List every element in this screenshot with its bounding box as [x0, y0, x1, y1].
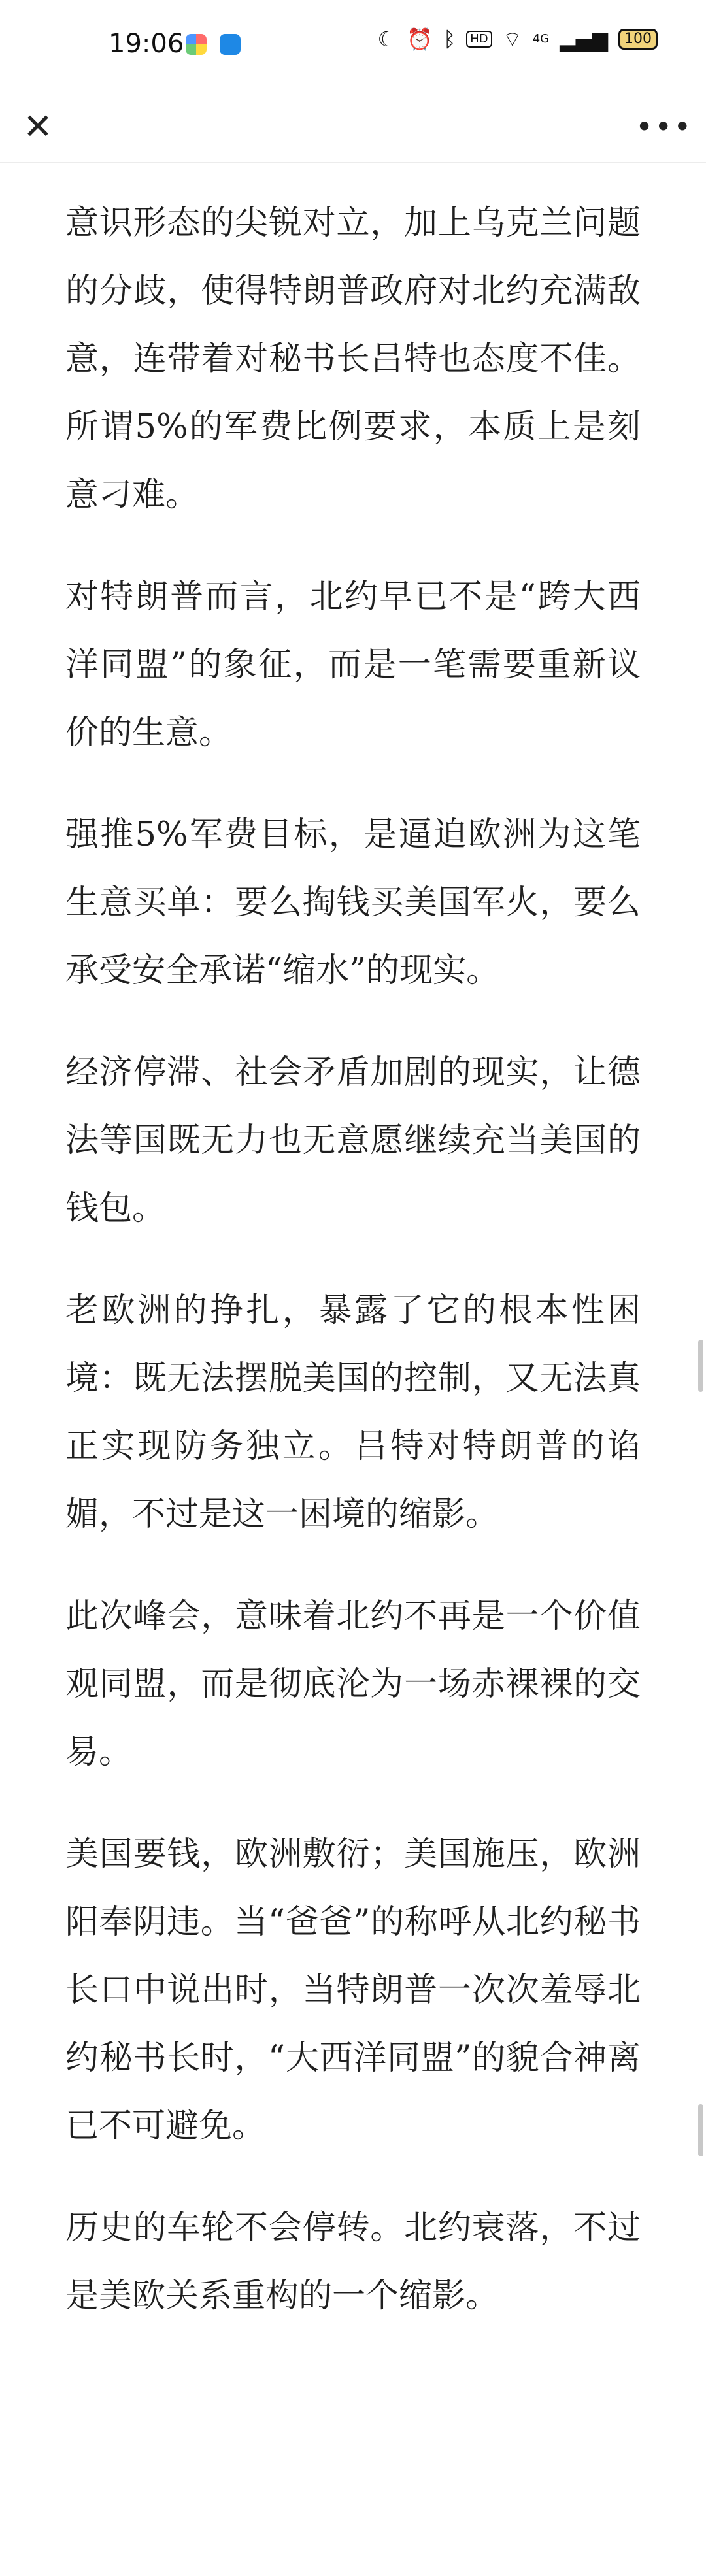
network-type: 4G: [532, 32, 550, 46]
hd-icon: HD: [466, 31, 492, 48]
signal-icon: ▂▄▆: [560, 27, 608, 52]
alarm-icon: ⏰: [407, 27, 433, 52]
moon-icon: ☾: [377, 27, 397, 52]
scrollbar-thumb[interactable]: [698, 1340, 703, 1392]
bluetooth-icon: ᛒ: [443, 27, 456, 52]
article-paragraph: 历史的车轮不会停转。北约衰落，不过是美欧关系重构的一个缩影。: [65, 2209, 641, 2315]
more-options-button[interactable]: •••: [635, 106, 682, 148]
wifi-icon: ⌔: [502, 27, 522, 52]
status-time: 19:06: [109, 29, 184, 59]
article-paragraph: 老欧洲的挣扎，暴露了它的根本性困境：既无法摆脱美国的控制，又无法真正实现防务独立。吕特对特朗普的谄媚，不过是这一困境的缩影。: [65, 1291, 641, 1534]
status-bar: [0, 0, 706, 91]
article-paragraph: 对特朗普而言，北约早已不是“跨大西洋同盟”的象征，而是一笔需要重新议价的生意。: [65, 578, 641, 752]
article-paragraph: 意识形态的尖锐对立，加上乌克兰问题的分歧，使得特朗普政府对北约充满敌意，连带着对秘书长吕特也态度不佳。所谓5%的军费比例要求，本质上是刻意刁难。: [65, 204, 641, 514]
nav-bar: [0, 91, 706, 163]
article-paragraph: 强推5%军费目标，是逼迫欧洲为这笔生意买单：要么掏钱买美国军火，要么承受安全承诺“缩水”的现实。: [65, 816, 641, 990]
scrollbar-thumb[interactable]: [698, 2104, 703, 2156]
shield-app-icon: [220, 34, 241, 55]
article-paragraph: 经济停滞、社会矛盾加剧的现实，让德法等国既无力也无意愿继续充当美国的钱包。: [65, 1053, 641, 1228]
status-indicators: [378, 29, 658, 50]
article-paragraph: 此次峰会，意味着北约不再是一个价值观同盟，而是彻底沦为一场赤裸裸的交易。: [65, 1597, 641, 1772]
article-paragraph: 美国要钱，欧洲敷衍；美国施压，欧洲阳奉阴违。当“爸爸”的称呼从北约秘书长口中说出时，当特朗普一次次羞辱北约秘书长时，“大西洋同盟”的貌合神离已不可避免。: [65, 1835, 641, 2145]
close-button[interactable]: ✕: [17, 106, 59, 148]
photos-app-icon: [186, 34, 207, 55]
article-body: [65, 190, 641, 2364]
battery-icon: 100: [618, 29, 658, 50]
